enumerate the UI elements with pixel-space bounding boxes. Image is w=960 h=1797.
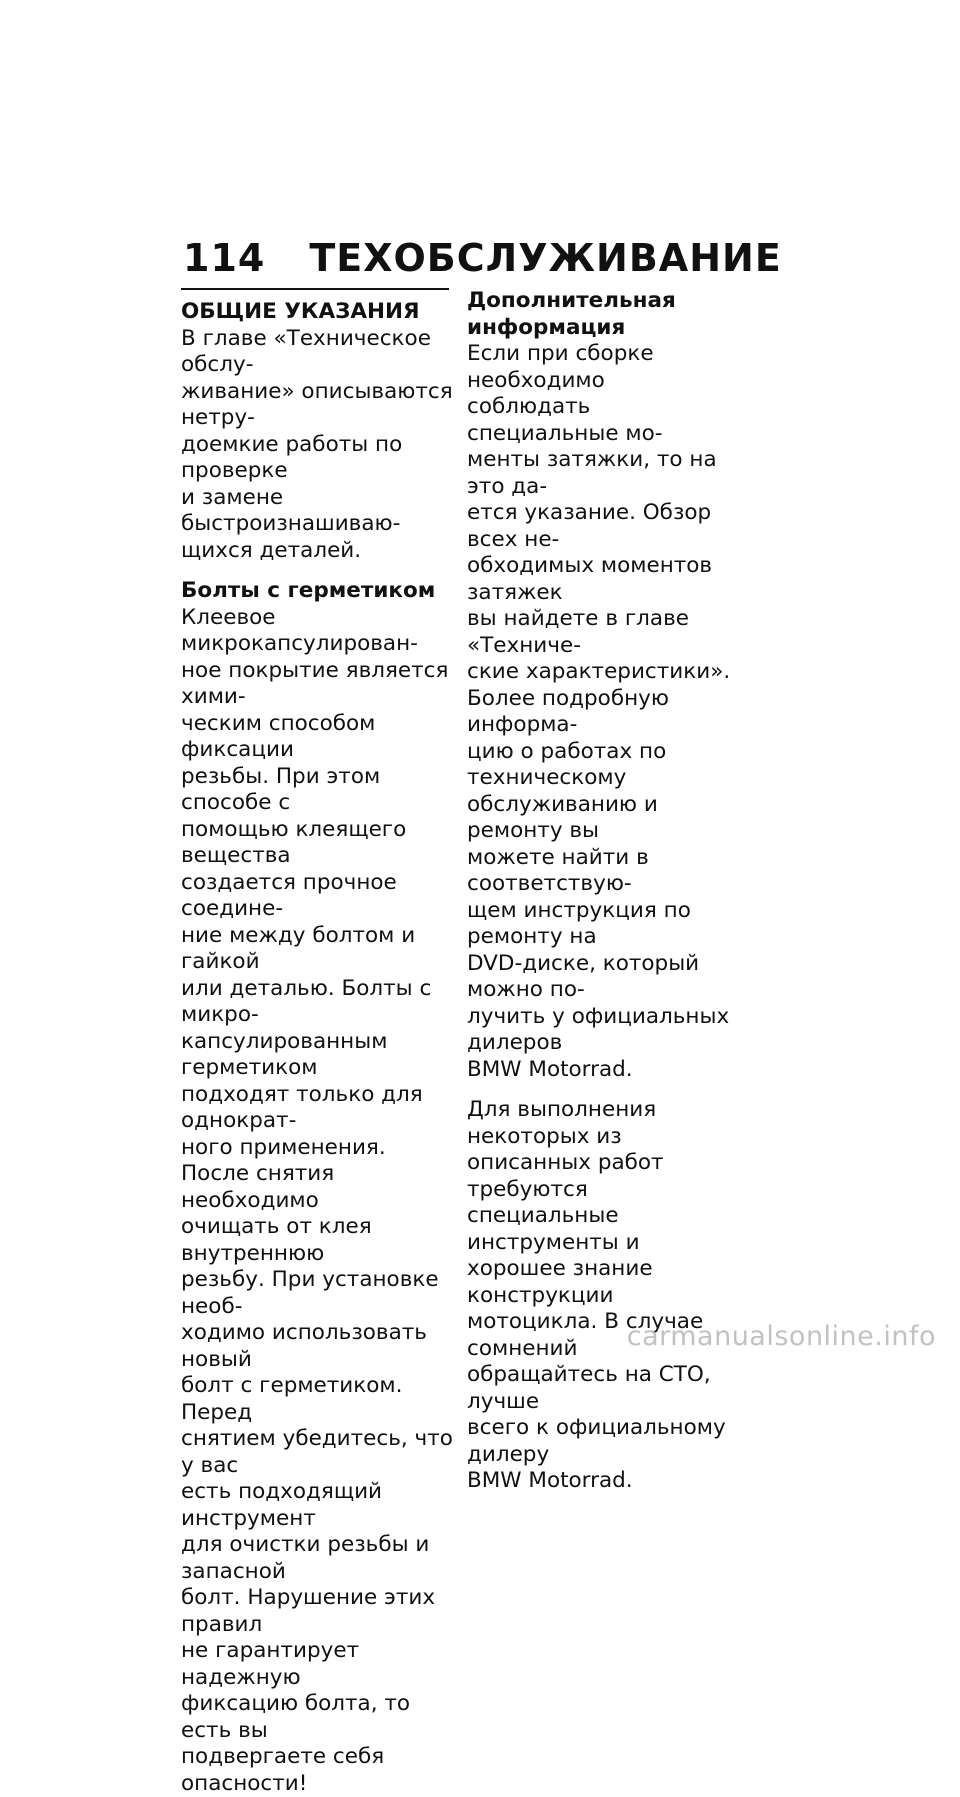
watermark: carmanualsonline.info [626,1321,936,1352]
bolts-paragraph-1: Клеевое микрокапсулирован- ное покрытие является хими- ческим способом фиксации резьбы. При этом способе с помощью клеящего вещества создается прочное соедине- ние между болтом и гайкой или деталью. Болты с микро- капсулированным герметиком подходят только для однократ- ного применения. [181,604,449,1160]
right-column [467,288,747,1495]
info-paragraph-3: Для выполнения некоторых из описанных работ требуются специальные инструменты и хорошее знание конструкции мотоцикла. В случае сомнений обращайтесь на СТО, лучше всего к официальному дилеру BMW Motorrad. [467,1097,726,1493]
bolts-paragraph-2: После снятия необходимо очищать от клея внутреннюю резьбу. При установке необ- ходимо использовать новый болт с герметиком. Перед снятием убедитесь, что у вас есть подходящий инструмент для очистки резьбы и запасной болт. Нарушение этих правил не гарантирует надежную фиксацию болта, то есть вы подвергаете себя опасности! [181,1161,453,1796]
info-paragraph-1: Если при сборке необходимо соблюдать специальные мо- менты затяжки, то на это да- ется указание. Обзор всех не- обходимых моментов затяжек вы найдете в главе «Техниче- ские характеристики». [467,341,731,684]
info-title: Дополнительная информация [467,288,676,340]
section-rule [181,288,449,290]
bolts-title: Болты с герметиком [181,578,436,603]
page-header [183,236,782,280]
section-title: ОБЩИЕ УКАЗАНИЯ [181,299,420,324]
intro-paragraph: В главе «Техническое обслу- живание» описываются нетру- доемкие работы по проверке и замене быстроизнашиваю- щихся деталей. [181,325,453,563]
chapter-title: ТЕХОБСЛУЖИВАНИЕ [309,236,782,280]
info-paragraph-2: Более подробную информа- цию о работах по техническому обслуживанию и ремонту вы можете найти в соответствую- щем инструкция по ремонту на DVD-диске, который можно по- лучить у официальных дилеров BMW Motorrad. [467,685,730,1082]
page-number: 114 [183,236,266,280]
left-column [181,288,453,1797]
